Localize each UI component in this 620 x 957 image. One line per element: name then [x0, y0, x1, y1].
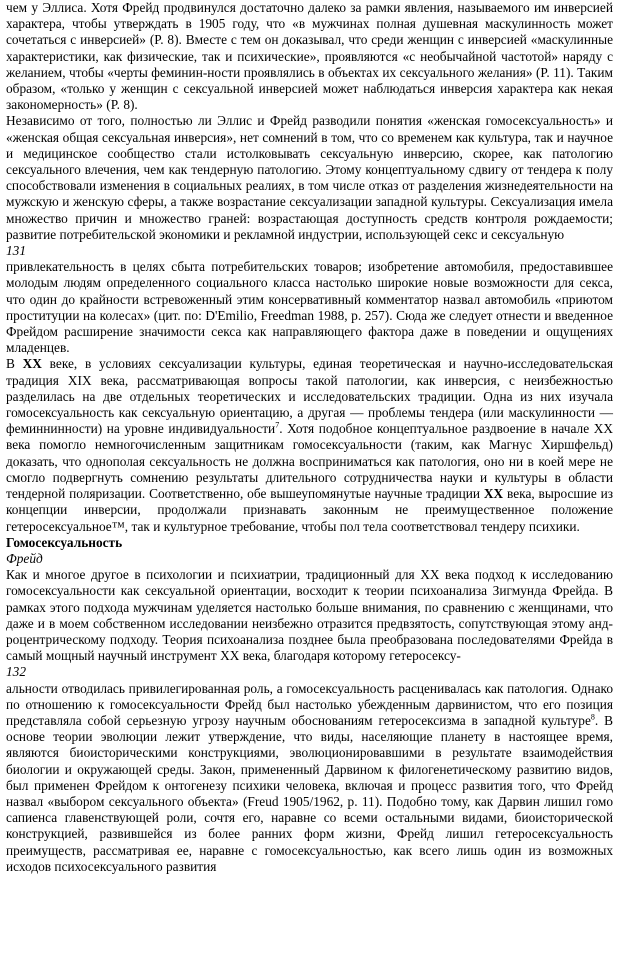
paragraph-ellis-freud-inversion: чем у Эллиса. Хотя Фрейд продвинулся достаточно далеко за рамки явления, называемого им инверсией характера, чтобы утверждать в 1905 году, что «в мужчинах полная душевная маскулинность может сочетаться с инверсией» (P. 8). Вместе с тем он доказывал, что среди женщин с инверсией «маскулинные характеристики, как физические, так и психические», проявляются «с необычайной частотой» наряду с желанием, чтобы «черты феминин-ности проявлялись в объектах их сексуального желания» (P. 11). Таким образом, «только у женщин с сексуальной инверсией может наблюдаться инверсия характера как некая закономерность» (P. 8).: [6, 0, 613, 113]
footnote-ref-8[interactable]: 8: [590, 712, 595, 722]
paragraph-freud-darwinism: [6, 681, 613, 875]
text-segment: . В основе теории эволюции лежит утверждение, что виды, населяющие планету в настоящее время, являются биоисторическими конструкциями, эволюционировавшими в результате взаимодействия биологии и окружающей среды. Закон, примененный Дарвином к филогенетическому развитию видов, был применен Фрейдом к онтогенезу психики человека, включая и процесс развития того, что Фрейд назвал «выбором сексуального объекта» (Freud 1905/1962, p. 11). Подобно тому, как Дарвин лишил гомо сапиенса главенствующей роли, сочтя его, наравне со всеми остальными видами, биоисторической конструкцией, развившейся из более ранних форм жизни, Фрейд лишил гетеросексуальность преимуществ, рассматривая ее, наравне с гомосексуальностью, как всего лишь один из возможных исходов психосексуального развития: [6, 712, 613, 874]
page-number-131: 131: [6, 243, 27, 259]
page-number-132: 132: [6, 664, 27, 680]
subsection-heading-freud: Фрейд: [6, 550, 43, 566]
paragraph-psychoanalysis-approach: Как и многое другое в психологии и психиатрии, традиционный для XX века подход к исследованию гомосексуальности как сексуальной ориентации, восходит к теории психоанализа Зигмунда Фрейда. В рамках этого подхода мужчинам уделяется настолько больше внимания, по сравнению с женщинами, что даже и в моем собственном исследовании неизбежно отразится предвзятость, сопутствующая этому анд-роцентрическому подходу. Теория психоанализа позднее была преобразована последователями Фрейда в самый мощный научный инструмент XX века, благодаря которому гетеросексу-: [6, 567, 613, 664]
text-segment: веке, в условиях сексуализации культуры, единая теоретическая и научно-исследовательская традиция XIX века, рассматривающая вопросы такой патологии, как инверсия, с неизбежностью разделилась на две отдельных теоретических и исследовательских традиции. Одна из них изучала гомосексуальность как сексуальную ориентацию, а другая — проблемы тендера (или маскулинности — феминнинности) на уровне индивидуальности: [6, 356, 613, 437]
text-segment: века, выросшие из концепции инверсии, продолжали признавать законным не преимущественное положение гетеросексуальное™, так и культурное требование, чтобы пол тела соответствовал тендеру психики.: [6, 486, 614, 534]
bold-xx-2: XX: [483, 486, 504, 502]
text-segment: . Хотя подобное концептуальное раздвоение в начале XX века помогло немногочисленным защитникам гомосексуальности (таким, как Магнус Хиршфельд) доказать, что однополая сексуальность не должна восприниматься как патология, оно ни в коей мере не смогло подвергнуть сомнению результаты длительного сотрудничества науки и культуры в области тендерной поляризации. Соответственно, обе вышеупомянутые научные традиции: [6, 421, 613, 502]
section-heading-homosexuality: Гомосексуальность: [6, 534, 123, 550]
paragraph-twentieth-century-split: В XX веке, в условиях сексуализации культуры, единая теоретическая и научно-исследовательская традиция XIX века, рассматривающая вопросы такой патологии, как инверсия, с неизбежностью разделилась на две отдельных теоретических и исследовательских традиции. Одна из них изучала гомосексуальность как сексуальную ориентацию, а другая — проблемы тендера (или маскулинности — феминнинности) на уровне индивидуальности$^7$. Хотя подобное концептуальное раздвоение в начале XX века помогло немногочисленным защитникам гомосексуальности (таким, как Магнус Хиршфельд) доказать, что однополая сексуальность не должна восприниматься как патология, оно ни в коей мере не смогло подвергнуть сомнению результаты длительного сотрудничества науки и культуры в области тендерной поляризации. Соответственно, обе вышеупомянутые научные традиции XX века, выросшие из концепции инверсии, продолжали признавать законным не преимущественное положение гетеросексуальное™, так и культурное требование, чтобы пол тела соответствовал тендеру психики.: [6, 356, 614, 534]
paragraph-sexualization-causes: привлекательность в целях сбыта потребительских товаров; изобретение автомобиля, предоставившее молодым людям определенного социального класса настолько широкие новые возможности для секса, что один до крайности встревоженный этим консервативный комментатор назвал автомобиль «приютом проституции на колесах» (цит. по: D'Emilio, Freedman 1988, p. 257). Сюда же следует отнести и введенное Фрейдом расширение значимости секса как направляющего фактора даже в поведении и ощущениях младенцев.: [6, 259, 613, 356]
bold-xx-1: XX: [22, 356, 42, 372]
text-segment: альности отводилась привилегированная роль, а гомосексуальность расценивалась как патология. Однако по отношению к гомосексуальности Фрейд был настолько убежденным дарвинистом, что его позиция представляла собой серьезную угрозу научным обоснованиям гетеросексизма в западной культуре: [6, 680, 613, 728]
footnote-ref-7[interactable]: 7: [275, 420, 280, 430]
paragraph-gender-to-sex-shift: Независимо от того, полностью ли Эллис и Фрейд разводили понятия «женская гомосексуальность» и «женская общая сексуальная инверсия», нет сомнений в том, что со временем как культура, так и научное и медицинское сообщество стали истолковывать сексуальную инверсию, скорее, как патологию сексуального влечения, чем как тендерную патологию. Этому концептуальному сдвигу от тендера к полу способствовали изменения в социальных реалиях, в том числе отказ от разделения жизнедеятельности на мужскую и женскую сферы, а также возрастание сексуализации западной культуры. Сексуализация имела множество причин и множество граней: возрастающая доступность средств контроля рождаемости; развитие потребительской экономики и рекламной индустрии, использующей секс и сексуальную: [6, 113, 613, 242]
